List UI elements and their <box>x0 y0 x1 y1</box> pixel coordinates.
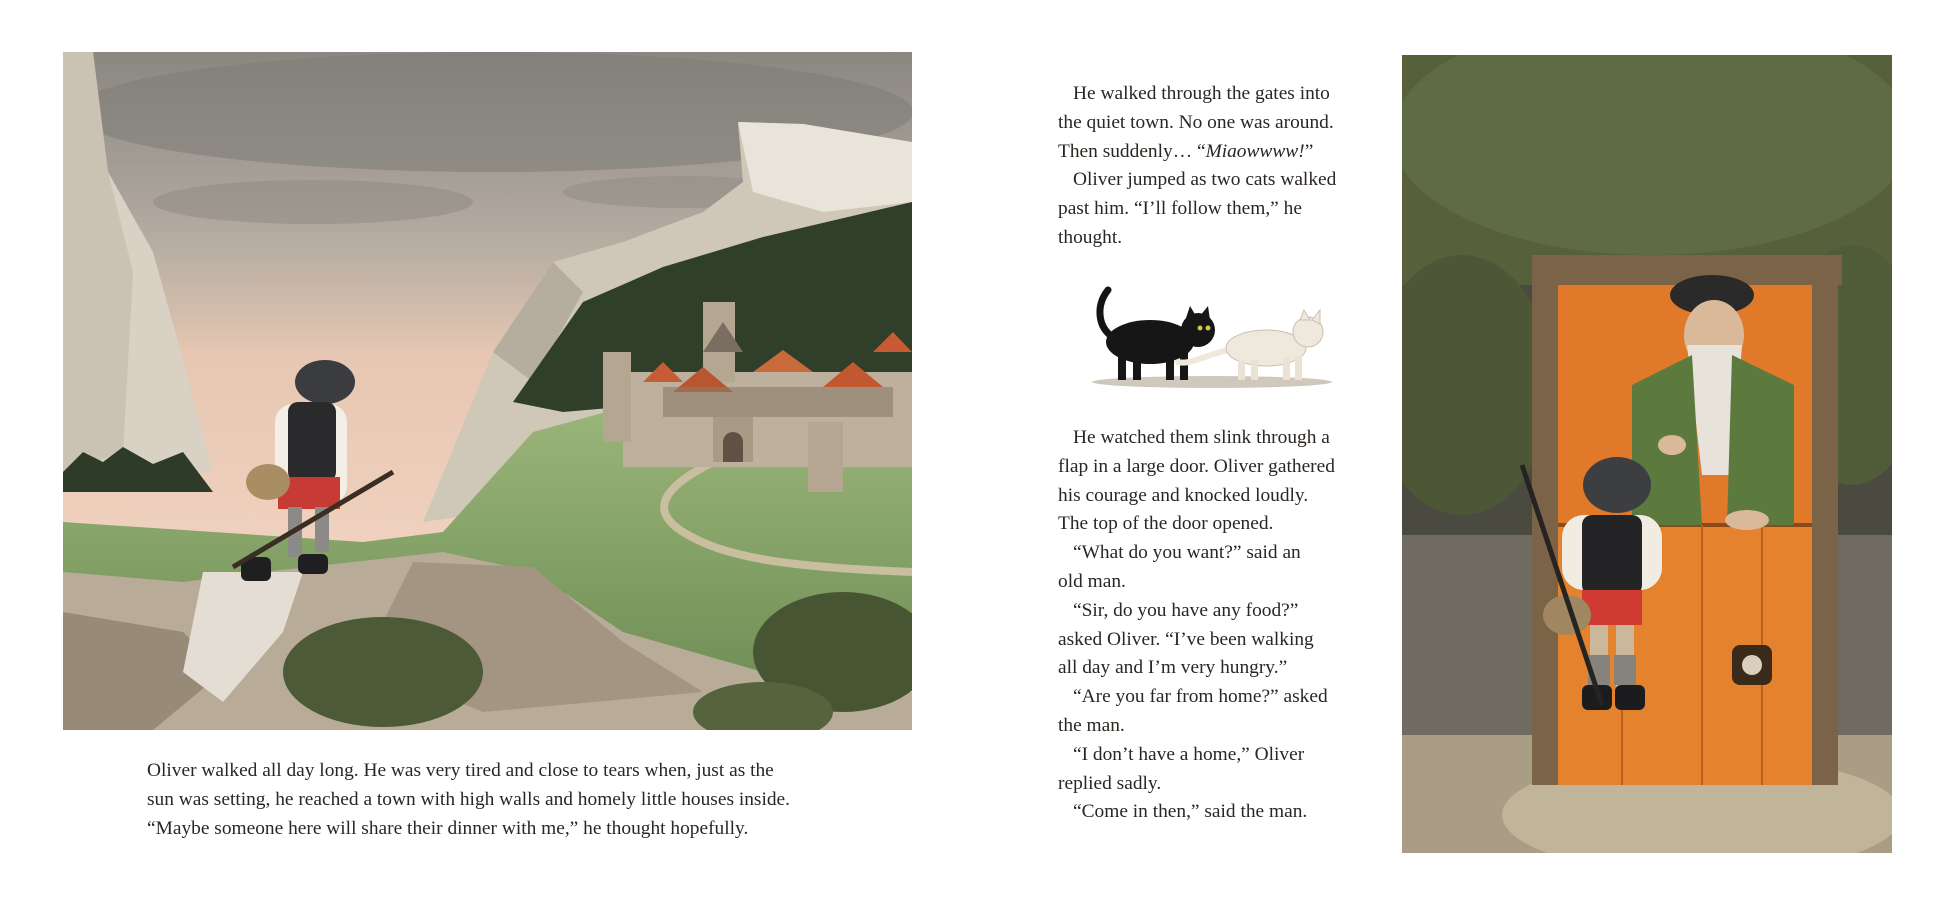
two-cats-walking-illustration <box>1088 280 1336 392</box>
text-line: “Are you far from home?” asked <box>1073 686 1328 708</box>
text-line: the quiet town. No one was around. <box>1058 111 1334 133</box>
text-line: Oliver jumped as two cats walked <box>1073 169 1337 191</box>
text-line: “Sir, do you have any food?” <box>1073 599 1299 621</box>
miaow-italic: Miaowwww! <box>1205 140 1305 162</box>
text-line: all day and I’m very hungry.” <box>1058 657 1288 679</box>
text-line: “What do you want?” said an <box>1073 542 1301 564</box>
caption-line: sun was setting, he reached a town with high walls and homely little houses inside. <box>147 788 791 810</box>
caption-line: “Maybe someone here will share their dinner with me,” he thought hopefully. <box>147 817 749 839</box>
right-page-text-block-2 <box>1058 424 1335 827</box>
text-line: “I don’t have a home,” Oliver <box>1073 743 1305 765</box>
text-line: old man. <box>1058 570 1126 592</box>
text-line-prefix: Then suddenly… “ <box>1058 140 1206 162</box>
text-line <box>1058 138 1336 167</box>
text-line-suffix: ” <box>1304 140 1314 162</box>
left-page-caption <box>147 757 790 843</box>
text-line: past him. “I’ll follow them,” he <box>1058 198 1302 220</box>
text-line: his courage and knocked loudly. <box>1058 484 1309 506</box>
text-line: asked Oliver. “I’ve been walking <box>1058 628 1314 650</box>
caption-line: Oliver walked all day long. He was very tired and close to tears when, just as the <box>147 760 774 781</box>
mountain-valley-town-illustration <box>63 52 912 730</box>
text-line: thought. <box>1058 226 1123 248</box>
text-line: replied sadly. <box>1058 772 1162 794</box>
right-page-text-block-1 <box>1058 80 1336 253</box>
text-line: The top of the door opened. <box>1058 513 1274 535</box>
old-man-at-door-illustration <box>1402 55 1892 853</box>
text-line: He walked through the gates into <box>1073 83 1330 104</box>
text-line: He watched them slink through a <box>1073 427 1330 448</box>
text-line: the man. <box>1058 714 1125 736</box>
text-line: flap in a large door. Oliver gathered <box>1058 455 1335 477</box>
text-line: “Come in then,” said the man. <box>1073 801 1308 823</box>
